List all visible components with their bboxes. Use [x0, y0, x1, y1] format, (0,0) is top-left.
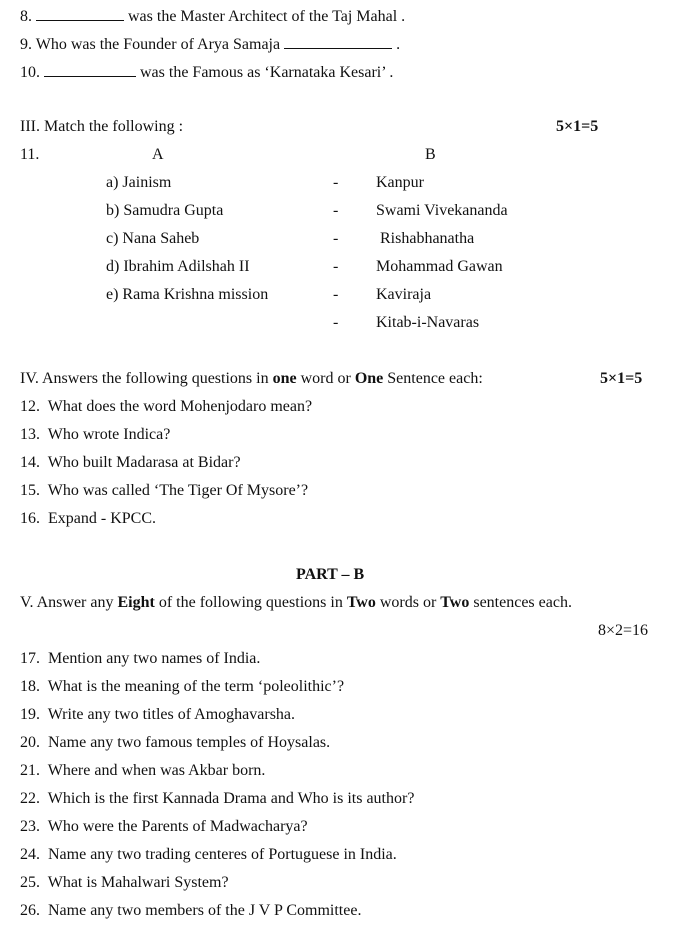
match-b-item: Mohammad Gawan: [376, 258, 503, 275]
title-part: word or: [296, 370, 355, 387]
question-number: 21.: [20, 762, 40, 779]
question-item: [20, 481, 308, 501]
question-item: [20, 453, 241, 473]
question-text: What does the word Mohenjodaro mean?: [47, 398, 313, 415]
question-text: was the Famous as ‘Karnataka Kesari’ .: [140, 64, 394, 81]
question-text: What is Mahalwari System?: [47, 874, 229, 891]
column-b-heading: B: [425, 146, 436, 163]
question-number: 12.: [20, 398, 40, 415]
question-text: Who wrote Indica?: [47, 426, 171, 443]
question-number: 10.: [20, 64, 40, 81]
question-number: 14.: [20, 454, 40, 471]
question-number: 16.: [20, 510, 40, 527]
question-number: 25.: [20, 874, 40, 891]
question-item: [20, 677, 344, 697]
title-part: Sentence each:: [383, 370, 483, 387]
dash-separator: -: [333, 314, 339, 331]
title-part: IV. Answers the following questions in: [20, 370, 273, 387]
match-a-item: c) Nana Saheb: [106, 230, 200, 247]
dash-separator: -: [333, 230, 339, 247]
section-3-marks: 5×1=5: [556, 118, 599, 135]
question-item: [20, 873, 229, 893]
dash-separator: -: [333, 286, 339, 303]
question-10: [20, 62, 393, 83]
question-text: Write any two titles of Amoghavarsha.: [47, 706, 296, 723]
section-4-marks: 5×1=5: [600, 370, 643, 387]
question-item: [20, 733, 330, 753]
question-number: 19.: [20, 706, 40, 723]
question-number: 20.: [20, 734, 40, 751]
question-text: What is the meaning of the term ‘poleolithic’?: [47, 678, 345, 695]
dash-separator: -: [333, 258, 339, 275]
question-text: Who built Madarasa at Bidar?: [47, 454, 241, 471]
question-text: was the Master Architect of the Taj Mahal .: [128, 8, 406, 25]
match-a-item: d) Ibrahim Adilshah II: [106, 258, 250, 275]
question-text: Who was called ‘The Tiger Of Mysore’?: [47, 482, 309, 499]
question-item: [20, 397, 312, 417]
question-item: [20, 845, 397, 865]
question-number: 23.: [20, 818, 40, 835]
question-text: Name any two trading centeres of Portuguese in India.: [48, 846, 397, 863]
title-bold: one: [272, 370, 297, 387]
section-5-marks: 8×2=16: [598, 622, 649, 639]
section-4-title: [20, 369, 483, 389]
answer-blank: [284, 34, 392, 49]
match-a-item: a) Jainism: [106, 174, 172, 191]
answer-blank: [44, 62, 136, 77]
column-a-heading: A: [152, 146, 164, 163]
question-text: Name any two members of the J V P Committee.: [48, 902, 362, 919]
match-b-item: Rishabhanatha: [380, 230, 475, 247]
question-number: 15.: [20, 482, 40, 499]
question-item: [20, 901, 361, 921]
title-part: sentences each.: [469, 594, 572, 611]
title-bold: Two: [346, 594, 376, 611]
match-b-item: Swami Vivekananda: [376, 202, 508, 219]
dash-separator: -: [333, 202, 339, 219]
question-item: [20, 789, 414, 809]
question-suffix: .: [396, 36, 401, 53]
question-number: 24.: [20, 846, 40, 863]
question-text: Which is the first Kannada Drama and Who is its author?: [47, 790, 415, 807]
title-part: of the following questions in: [154, 594, 347, 611]
question-item: [20, 509, 156, 529]
question-item: [20, 425, 170, 445]
question-item: [20, 817, 308, 837]
title-part: V. Answer any: [20, 594, 118, 611]
section-5-title: [20, 593, 572, 613]
question-text: Expand - KPCC.: [48, 510, 156, 527]
section-3-title: III. Match the following :: [20, 118, 184, 135]
match-b-item: Kanpur: [376, 174, 424, 191]
match-b-item: Kitab-i-Navaras: [376, 314, 480, 331]
question-number: 26.: [20, 902, 40, 919]
dash-separator: -: [333, 174, 339, 191]
answer-blank: [36, 6, 124, 21]
question-item: [20, 649, 260, 669]
question-11-number: 11.: [20, 146, 40, 163]
match-a-item: b) Samudra Gupta: [106, 202, 224, 219]
question-item: [20, 705, 295, 725]
question-item: [20, 761, 265, 781]
question-number: 22.: [20, 790, 40, 807]
title-bold: Eight: [117, 594, 155, 611]
question-text: Where and when was Akbar born.: [47, 762, 266, 779]
title-bold: One: [354, 370, 384, 387]
question-text: Name any two famous temples of Hoysalas.: [48, 734, 331, 751]
question-number: 17.: [20, 650, 40, 667]
question-text: Who were the Parents of Madwacharya?: [47, 818, 308, 835]
title-part: words or: [375, 594, 441, 611]
question-number: 18.: [20, 678, 40, 695]
question-8: [20, 6, 405, 27]
question-number: 13.: [20, 426, 40, 443]
question-number: 8.: [20, 8, 32, 25]
match-b-item: Kaviraja: [376, 286, 432, 303]
question-text: Mention any two names of India.: [48, 650, 261, 667]
part-b-heading: PART – B: [296, 566, 365, 583]
title-bold: Two: [440, 594, 470, 611]
question-9: [20, 34, 400, 55]
match-a-item: e) Rama Krishna mission: [106, 286, 269, 303]
question-text: 9. Who was the Founder of Arya Samaja: [20, 36, 281, 53]
